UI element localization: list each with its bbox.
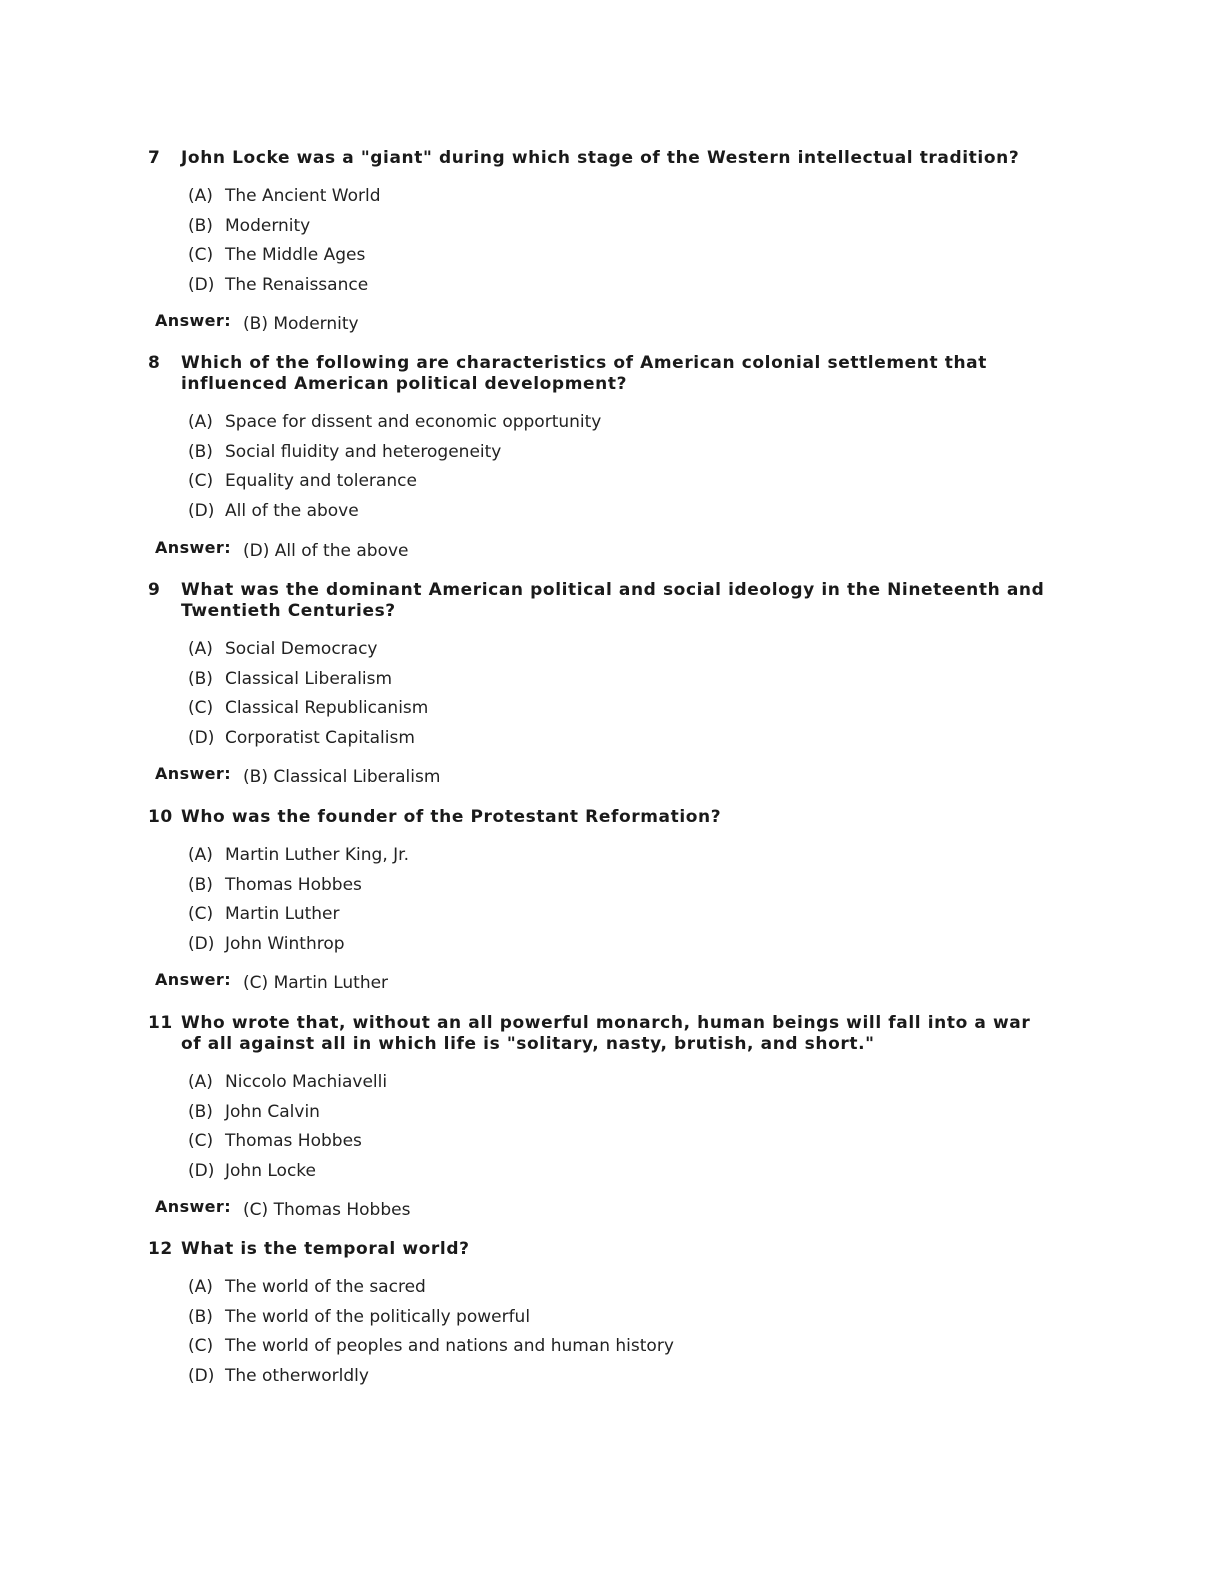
- question-7: [148, 148, 1048, 300]
- question-number: 7: [148, 148, 161, 168]
- option-c: (C) Thomas Hobbes: [188, 1131, 362, 1151]
- answer-value: (B) Modernity: [243, 314, 359, 334]
- question-stem: [148, 580, 1048, 622]
- question-stem: [148, 1013, 1048, 1055]
- question-11: [148, 1013, 1048, 1186]
- question-stem: [148, 353, 1048, 395]
- option-list: [188, 1068, 1048, 1186]
- question-10: [148, 807, 1048, 959]
- option-b: (B) Classical Liberalism: [188, 668, 393, 689]
- answer-8: [155, 538, 409, 561]
- answer-value: (D) All of the above: [243, 541, 409, 561]
- question-number: 12: [148, 1239, 173, 1259]
- answer-label: Answer:: [155, 1197, 232, 1216]
- option-a: (A) Social Democracy: [188, 639, 378, 659]
- option-a: (A) The Ancient World: [188, 186, 381, 206]
- question-text: Which of the following are characteristics of American colonial settlement that influenced American political development?: [181, 353, 987, 394]
- option-c: (C) The world of peoples and nations and human history: [188, 1336, 674, 1356]
- answer-value: (C) Thomas Hobbes: [243, 1200, 411, 1220]
- option-list: [188, 841, 1048, 959]
- question-text: What is the temporal world?: [181, 1239, 470, 1259]
- option-list: [188, 1273, 1048, 1391]
- answer-7: [155, 311, 359, 334]
- question-text: Who was the founder of the Protestant Reformation?: [181, 807, 722, 827]
- answer-10: [155, 970, 389, 993]
- option-c: (C) Classical Republicanism: [188, 698, 429, 718]
- option-b: (B) John Calvin: [188, 1101, 320, 1122]
- question-stem: [148, 1239, 1048, 1260]
- option-b: (B) Modernity: [188, 215, 311, 236]
- option-list: [188, 182, 1048, 300]
- question-text: What was the dominant American political and social ideology in the Nineteenth and Twentieth Centuries?: [181, 580, 1045, 621]
- question-number: 9: [148, 580, 161, 600]
- answer-label: Answer:: [155, 311, 232, 330]
- option-a: (A) Space for dissent and economic opportunity: [188, 412, 602, 432]
- question-text: Who wrote that, without an all powerful monarch, human beings will fall into a war of all against all in which life is "solitary, nasty, brutish, and short.": [181, 1013, 1031, 1054]
- option-d: (D) All of the above: [188, 500, 359, 521]
- option-a: (A) Martin Luther King, Jr.: [188, 845, 409, 865]
- option-d: (D) The otherworldly: [188, 1365, 369, 1386]
- option-a: (A) Niccolo Machiavelli: [188, 1072, 388, 1092]
- option-b: (B) Social fluidity and heterogeneity: [188, 441, 502, 462]
- answer-label: Answer:: [155, 538, 232, 557]
- option-a: (A) The world of the sacred: [188, 1277, 426, 1297]
- option-d: (D) John Winthrop: [188, 933, 345, 954]
- answer-9: [155, 764, 441, 787]
- question-12: [148, 1239, 1048, 1391]
- option-c: (C) Martin Luther: [188, 904, 340, 924]
- option-d: (D) The Renaissance: [188, 274, 369, 295]
- option-b: (B) Thomas Hobbes: [188, 874, 362, 895]
- option-c: (C) The Middle Ages: [188, 245, 366, 265]
- answer-value: (C) Martin Luther: [243, 973, 389, 993]
- option-list: [188, 408, 1048, 526]
- answer-11: [155, 1197, 411, 1220]
- question-8: [148, 353, 1048, 526]
- question-number: 11: [148, 1013, 173, 1033]
- question-text: John Locke was a "giant" during which stage of the Western intellectual tradition?: [181, 148, 1020, 168]
- question-stem: [148, 807, 1048, 828]
- question-number: 10: [148, 807, 173, 827]
- answer-value: (B) Classical Liberalism: [243, 767, 441, 787]
- option-list: [188, 635, 1048, 753]
- question-stem: [148, 148, 1048, 169]
- answer-label: Answer:: [155, 970, 232, 989]
- option-d: (D) Corporatist Capitalism: [188, 727, 415, 748]
- option-b: (B) The world of the politically powerful: [188, 1306, 531, 1327]
- answer-label: Answer:: [155, 764, 232, 783]
- option-c: (C) Equality and tolerance: [188, 471, 417, 491]
- question-number: 8: [148, 353, 161, 373]
- option-d: (D) John Locke: [188, 1160, 316, 1181]
- question-9: [148, 580, 1048, 753]
